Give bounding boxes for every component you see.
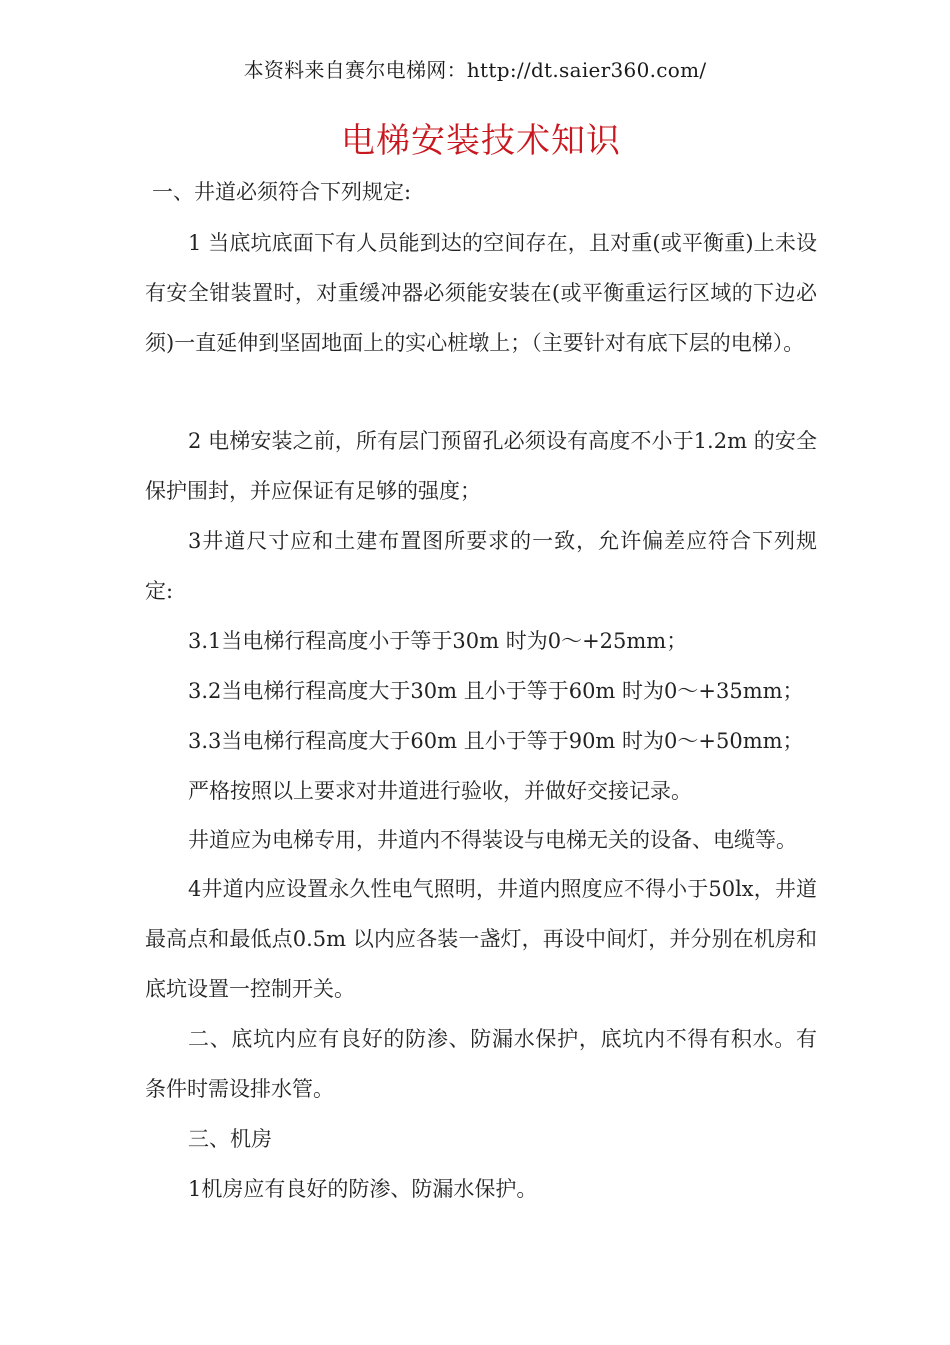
paragraph-4: 4井道内应设置永久性电气照明，井道内照度应不得小于50lx，井道最高点和最低点0.5m 以内应各装一盏灯，再设中间灯，并分别在机房和底坑设置一控制开关。 <box>145 877 817 1001</box>
source-header: 本资料来自赛尔电梯网：http://dt.saier360.com/ <box>243 58 707 82</box>
section1-heading: 一、井道必须符合下列规定: <box>152 180 412 204</box>
paragraph-1: 1 当底坑底面下有人员能到达的空间存在，且对重(或平衡重)上未设有安全钳装置时，对重缓冲器必须能安装在(或平衡重运行区域的下边必须)一直延伸到坚固地面上的实心桩墩上；（主要针对有底下层的电梯）。 <box>145 231 817 355</box>
paragraph-3-3: 3.3当电梯行程高度大于60m 且小于等于90m 时为0～+50mm； <box>188 729 804 753</box>
paragraph-dedicated: 井道应为电梯专用，井道内不得装设与电梯无关的设备、电缆等。 <box>188 828 797 852</box>
paragraph-3: 3井道尺寸应和土建布置图所要求的一致，允许偏差应符合下列规定: <box>145 529 817 603</box>
section2-paragraph: 二、底坑内应有良好的防渗、防漏水保护，底坑内不得有积水。有条件时需设排水管。 <box>145 1027 817 1101</box>
machine-room-paragraph-1: 1机房应有良好的防渗、防漏水保护。 <box>188 1177 538 1201</box>
document-title: 电梯安装技术知识 <box>341 121 621 161</box>
section3-heading: 三、机房 <box>188 1127 272 1151</box>
paragraph-3-1: 3.1当电梯行程高度小于等于30m 时为0～+25mm； <box>188 629 688 653</box>
paragraph-acceptance: 严格按照以上要求对井道进行验收，并做好交接记录。 <box>188 779 692 803</box>
paragraph-3-2: 3.2当电梯行程高度大于30m 且小于等于60m 时为0～+35mm； <box>188 679 804 703</box>
paragraph-2: 2 电梯安装之前，所有层门预留孔必须设有高度不小于1.2m 的安全保护围封，并应保证有足够的强度； <box>145 429 817 503</box>
